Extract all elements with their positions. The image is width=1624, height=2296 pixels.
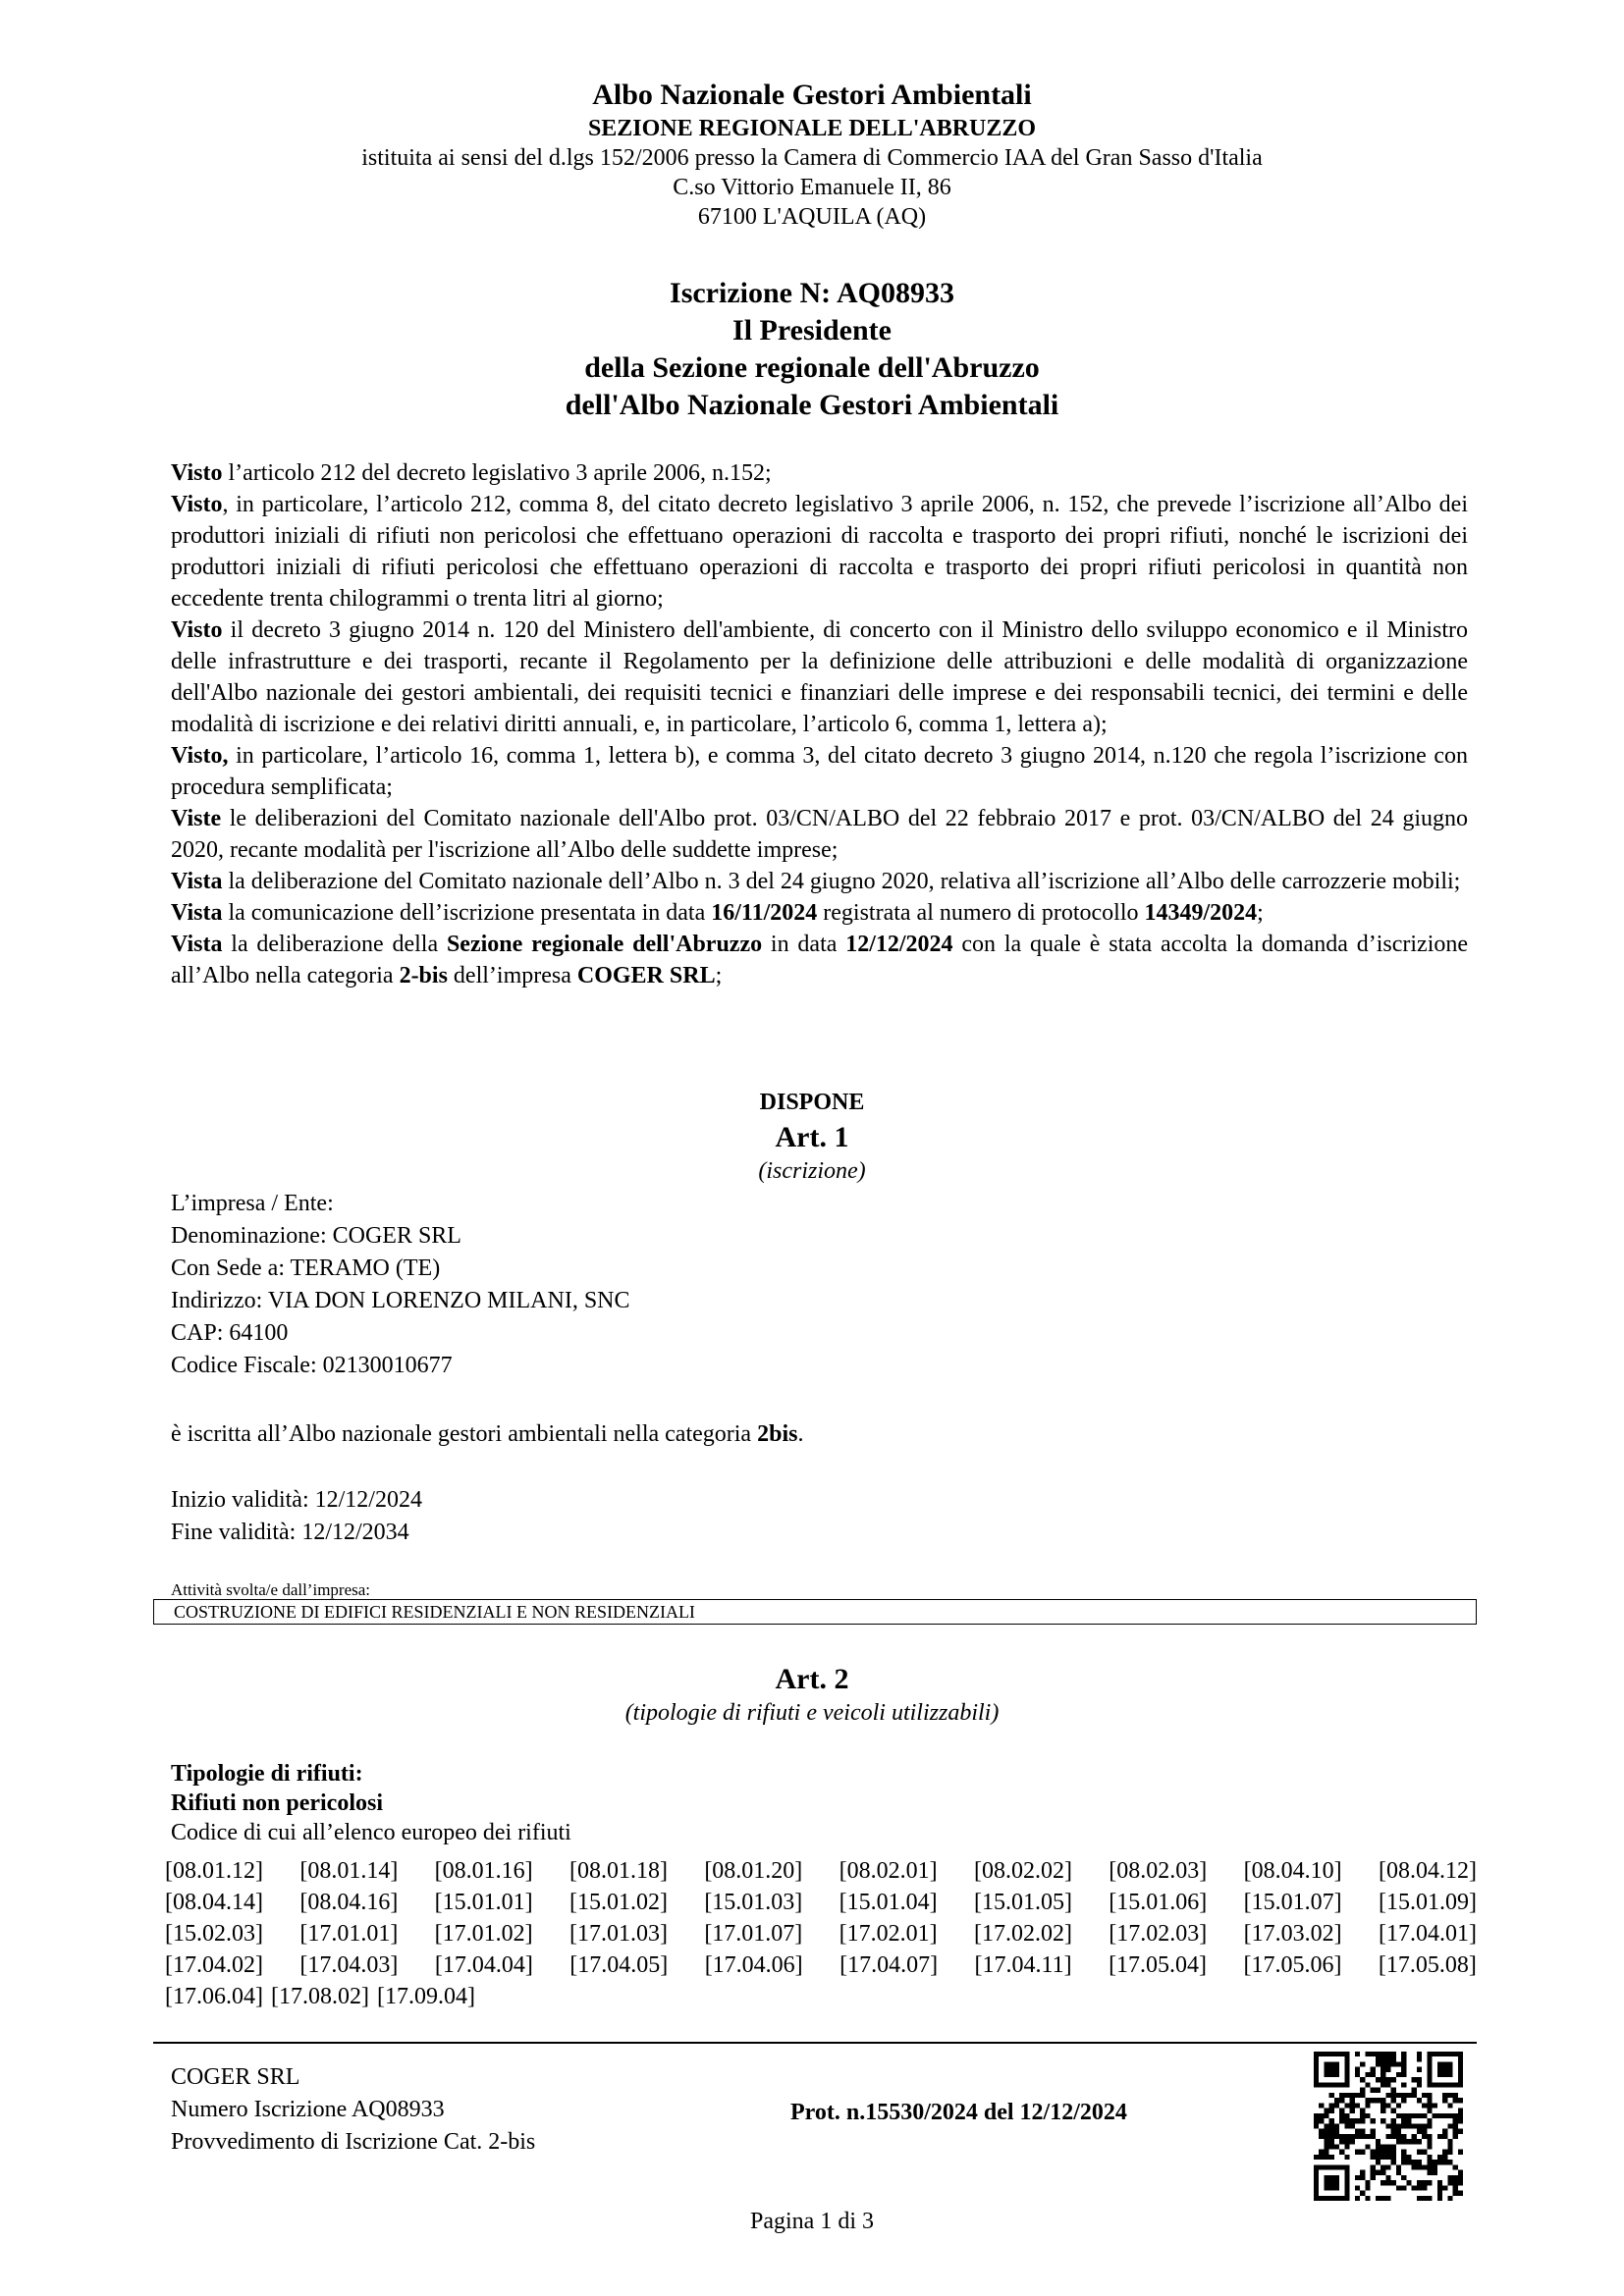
waste-code: [15.01.06] <box>1109 1890 1208 1915</box>
premessa: Visto, in particolare, l’articolo 212, comma 8, del citato decreto legislativo 3 aprile 2006, n. 152, che prevede l’iscrizione all’Albo dei produttori iniziali di rifiuti non pericolosi che effettuano operazioni di raccolta e trasporto dei propri rifiuti, nonché le iscrizioni dei produttori iniziali di rifiuti pericolosi che effettuano operazioni di raccolta e trasporto dei propri rifiuti pericolosi in quantità non eccedente trenta chilogrammi o trenta litri al giorno; <box>171 492 1468 612</box>
waste-code: [08.01.14] <box>299 1858 399 1884</box>
waste-code: [17.04.01] <box>1378 1921 1477 1947</box>
waste-code: [15.01.05] <box>973 1890 1072 1915</box>
document-title <box>0 275 1624 424</box>
fine-validita: Fine validità: 12/12/2034 <box>171 1520 409 1545</box>
waste-code: [17.01.02] <box>434 1921 533 1947</box>
waste-code: [17.02.02] <box>973 1921 1072 1947</box>
waste-code: [08.01.18] <box>568 1858 668 1884</box>
page-number: Pagina 1 di 3 <box>750 2209 874 2234</box>
protocol-number: Prot. n.15530/2024 del 12/12/2024 <box>790 2100 1127 2125</box>
waste-code: [17.04.03] <box>299 1952 399 1978</box>
header-title: Albo Nazionale Gestori Ambientali <box>592 79 1032 111</box>
premessa: Visto l’articolo 212 del decreto legislativo 3 aprile 2006, n.152; <box>171 460 772 486</box>
art2-title: Art. 2 <box>775 1663 849 1695</box>
waste-code: [17.02.03] <box>1109 1921 1208 1947</box>
waste-code: [17.05.06] <box>1243 1952 1342 1978</box>
waste-code: [15.01.09] <box>1378 1890 1477 1915</box>
tipologie-sub: Rifiuti non pericolosi <box>171 1790 384 1816</box>
art1-title: Art. 1 <box>775 1121 849 1153</box>
footer-number: Numero Iscrizione AQ08933 <box>171 2097 445 2122</box>
waste-code: [15.02.03] <box>165 1921 263 1947</box>
registration-number: Iscrizione N: AQ08933 <box>670 277 954 309</box>
waste-code: [08.04.14] <box>165 1890 263 1915</box>
waste-code-row <box>165 1887 1477 1918</box>
waste-codes <box>165 1855 1477 2012</box>
premessa: Vista la deliberazione della Sezione regionale dell'Abruzzo in data 12/12/2024 con la quale è stata accolta la domanda d’iscrizione all’Albo nella categoria 2-bis dell’impresa COGER SRL; <box>171 932 1469 988</box>
waste-code-row <box>165 1981 1477 2012</box>
waste-code: [08.04.16] <box>299 1890 399 1915</box>
indirizzo: Indirizzo: VIA DON LORENZO MILANI, SNC <box>171 1288 630 1313</box>
ente-label: L’impresa / Ente: <box>171 1191 334 1216</box>
art2-subtitle: (tipologie di rifiuti e veicoli utilizzabili) <box>624 1700 1000 1726</box>
art1-subtitle: (iscrizione) <box>758 1158 866 1184</box>
waste-code-row <box>165 1918 1477 1949</box>
waste-code-row <box>165 1855 1477 1887</box>
waste-code: [17.05.04] <box>1109 1952 1208 1978</box>
footer-company: COGER SRL <box>171 2064 300 2090</box>
qr-code-icon <box>1314 2052 1463 2201</box>
attivita-value: COSTRUZIONE DI EDIFICI RESIDENZIALI E NON RESIDENZIALI <box>174 1602 695 1622</box>
document-header <box>0 77 1624 232</box>
iscrizione-statement: è iscritta all’Albo nazionale gestori ambientali nella categoria 2bis. <box>171 1421 804 1447</box>
validity <box>171 1484 422 1549</box>
premessa: Visto, in particolare, l’articolo 16, comma 1, lettera b), e comma 3, del citato decreto 3 giugno 2014, n.120 che regola l’iscrizione con procedura semplificata; <box>171 743 1468 800</box>
waste-code: [17.04.04] <box>434 1952 533 1978</box>
cap: CAP: 64100 <box>171 1320 289 1346</box>
dispone-heading: DISPONE <box>759 1090 865 1115</box>
waste-code: [17.03.02] <box>1243 1921 1342 1947</box>
sede: Con Sede a: TERAMO (TE) <box>171 1255 441 1281</box>
footer-divider <box>153 2042 1477 2044</box>
waste-code: [08.02.03] <box>1109 1858 1208 1884</box>
waste-code: [17.01.07] <box>704 1921 803 1947</box>
waste-code: [08.04.10] <box>1243 1858 1342 1884</box>
waste-code: [17.09.04] <box>376 1984 475 2009</box>
waste-code: [17.04.02] <box>165 1952 263 1978</box>
waste-code: [15.01.02] <box>568 1890 668 1915</box>
premessa: Vista la deliberazione del Comitato nazionale dell’Albo n. 3 del 24 giugno 2020, relativa all’iscrizione all’Albo delle carrozzerie mobili; <box>171 869 1461 894</box>
premessa: Visto il decreto 3 giugno 2014 n. 120 del Ministero dell'ambiente, di concerto con il Ministro dello sviluppo economico e il Ministro delle infrastrutture e dei trasporti, recante il Regolamento per la definizione delle attribuzioni e delle modalità di organizzazione dell'Albo nazionale dei gestori ambientali, dei requisiti tecnici e finanziari delle imprese e dei responsabili tecnici, dei termini e delle modalità di iscrizione e dei relativi diritti annuali, e, in particolare, l’articolo 6, comma 1, lettera a); <box>171 617 1468 737</box>
tipologie-heading: Tipologie di rifiuti: <box>171 1761 363 1787</box>
waste-code: [15.01.07] <box>1243 1890 1342 1915</box>
premessa: Vista la comunicazione dell’iscrizione presentata in data 16/11/2024 registrata al numero di protocollo 14349/2024; <box>171 900 1264 926</box>
waste-code: [15.01.04] <box>839 1890 938 1915</box>
attivita-box <box>153 1599 1477 1625</box>
premessa: Viste le deliberazioni del Comitato nazionale dell'Albo prot. 03/CN/ALBO del 22 febbraio 2017 e prot. 03/CN/ALBO del 24 giugno 2020, recante modalità per l'iscrizione all’Albo delle suddette imprese; <box>171 806 1468 863</box>
waste-code: [08.01.20] <box>704 1858 803 1884</box>
inizio-validita: Inizio validità: 12/12/2024 <box>171 1487 422 1513</box>
header-institution: istituita ai sensi del d.lgs 152/2006 presso la Camera di Commercio IAA del Gran Sasso d'Italia <box>361 145 1263 171</box>
waste-code: [17.04.06] <box>704 1952 803 1978</box>
waste-code: [17.04.05] <box>569 1952 669 1978</box>
waste-code: [08.01.12] <box>165 1858 263 1884</box>
tipologie-desc: Codice di cui all’elenco europeo dei rifiuti <box>171 1820 571 1845</box>
attivita-label: Attività svolta/e dall’impresa: <box>171 1580 371 1599</box>
title-albo: dell'Albo Nazionale Gestori Ambientali <box>565 389 1059 421</box>
title-section: della Sezione regionale dell'Abruzzo <box>584 351 1040 384</box>
waste-code: [15.01.03] <box>704 1890 803 1915</box>
waste-code: [08.02.01] <box>839 1858 938 1884</box>
impresa-details <box>171 1188 630 1382</box>
denominazione: Denominazione: COGER SRL <box>171 1223 461 1249</box>
waste-code: [17.06.04] <box>165 1984 263 2009</box>
footer-info <box>171 2061 535 2159</box>
header-section: SEZIONE REGIONALE DELL'ABRUZZO <box>587 116 1037 141</box>
waste-code: [08.04.12] <box>1378 1858 1477 1884</box>
title-president: Il Presidente <box>732 314 892 347</box>
waste-code-row <box>165 1949 1477 1981</box>
footer-provvedimento: Provvedimento di Iscrizione Cat. 2-bis <box>171 2129 536 2155</box>
waste-code: [08.01.16] <box>434 1858 533 1884</box>
header-address: C.so Vittorio Emanuele II, 86 <box>673 175 951 200</box>
waste-code: [15.01.01] <box>434 1890 533 1915</box>
waste-code: [17.01.01] <box>299 1921 399 1947</box>
header-city: 67100 L'AQUILA (AQ) <box>697 204 927 230</box>
waste-code: [17.08.02] <box>270 1984 369 2009</box>
tipologie <box>171 1759 571 1847</box>
waste-code: [17.02.01] <box>839 1921 938 1947</box>
waste-code: [17.05.08] <box>1378 1952 1477 1978</box>
waste-code: [17.04.11] <box>974 1952 1072 1978</box>
codice-fiscale: Codice Fiscale: 02130010677 <box>171 1353 453 1378</box>
waste-code: [17.01.03] <box>568 1921 668 1947</box>
premesse <box>171 457 1468 991</box>
waste-code: [17.04.07] <box>839 1952 939 1978</box>
waste-code: [08.02.02] <box>973 1858 1072 1884</box>
